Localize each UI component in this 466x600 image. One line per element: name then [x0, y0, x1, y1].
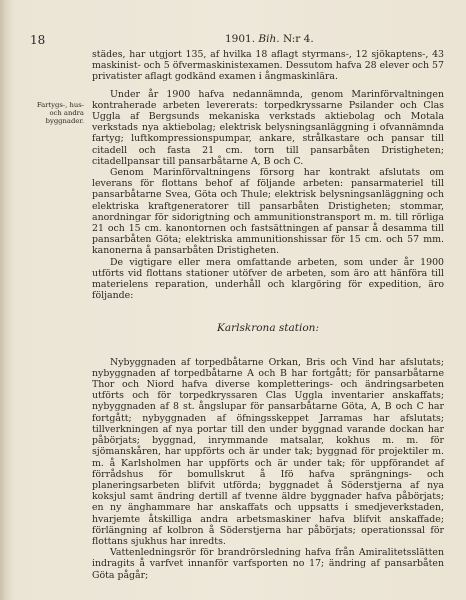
paragraph-karlskrona: Nybyggnaden af torpedbåtarne Orkan, Bris och Vind har afslutats; nybyggnaden af torpedbåtarne A och B har fortgått; för pansarbåtarne Thor och Niord hafva diverse kompletterings- och ändringsarbeten utförts och för torpedkryssaren Clas Uggla inventarier anskaffats; nybyggnaden af 8 st. ångslupar för pansarbåtarne Göta, A, B och C har fortgått; nybyggnaden af öfningsskeppet Jarramas har afslutats; tillverkningen af nya portar till den under byggnad varande dockan har påbörjats; byggnad, inrymmande matsalar, kokhus m. m. för sjömanskåren, har uppförts och är under tak; byggnad för projektiler m. m. å Karlsholmen har uppförts och är under tak; för uppförandet af förrådshus för bomullskrut å Ifö hafva sprängnings- och planeringsarbeten blifvit utförda; byggnadet å Söderstjerna af nya koksjul samt ändring dertill af tvenne äldre byggnader hafva påbörjats; en ny änghammare har anskaffats och uppsatts i smedjeverkstaden, hvarjemte åtskilliga andra arbetsmaskiner hafva blifvit anskaffade; förlängning af kolbron å Söderstjerna har påbörjats; operationssal för flottans sjukhus har inredts. [92, 356, 444, 547]
running-head [225, 33, 314, 45]
header-year: 1901. [225, 33, 256, 45]
paragraph-contracts: Genom Marinförvaltningens försorg har kontrakt afslutats om leverans för flottans behof af följande arbeten: pansarmateriel till pansarbåtarne Svea, Göta och Thule; elektrisk belysningsanläggning och elektriska kraftgeneratorer till pansarbåten Dristigheten; stommar, anordningar för sidorigtning och ammunitionstransport m. m. till rörliga 21 och 15 cm. kanontornen och fastsättningen af pansar å desamma till pansarbåten Göta; elektriska ammunitionshissar för 15 cm. och 57 mm. kanonerna å pansarbåten Dristigheten. [92, 167, 444, 257]
page-number: 18 [30, 33, 46, 47]
margin-note-line: Fartygs-, hus- [36, 101, 84, 109]
paragraph-station-works: De vigtigare eller mera omfattande arbeten, som under år 1900 utförts vid flottans stationer utöfver de arbeten, som äro att hänföra till materielens reparation, underhåll och klargöring för expedition, äro följande: [92, 256, 444, 302]
header-issue: N:r 4. [282, 33, 314, 45]
section-title: Karlskrona station: [216, 322, 319, 335]
margin-note [24, 101, 84, 125]
margin-note-line: och andra [49, 109, 84, 117]
margin-note-line: byggnader. [45, 117, 84, 125]
header-journal: Bih. [258, 33, 280, 45]
paragraph-deliveries: Under år 1900 hafva nedannämnda, genom Marinförvaltningen kontraherade arbeten levererats: torpedkryssarne Psilander och Clas Uggla af Bergsunds mekaniska verkstads aktiebolag och Motala verkstads nya aktiebolag; elektrisk belysningsanläggning i ofvannämnda fartyg; luftkompressionspumpar, ankare, strålkastare och pansar till citadell och fasta 21 cm. torn till pansarbåten Dristigheten; citadellpansar till pansarbåtarne A, B och C. [92, 88, 444, 167]
paragraph-water-pipes: Vattenledningsrör för brandrörsledning hafva från Amiralitetsslätten indragits å varfvet innanför varfsporten no 17; ändring af pansarbåten Göta pågår; [92, 547, 444, 581]
paragraph-intro: städes, har utgjort 135, af hvilka 18 aflagt styrmans-, 12 sjökaptens-, 43 maskinist- och 5 öfvermaskinistexamen. Dessutom hafva 28 elever och 57 privatister aflagt godkänd examen i ångmaskinlära. [92, 49, 444, 83]
body-text [92, 49, 444, 581]
running-header [0, 33, 466, 47]
